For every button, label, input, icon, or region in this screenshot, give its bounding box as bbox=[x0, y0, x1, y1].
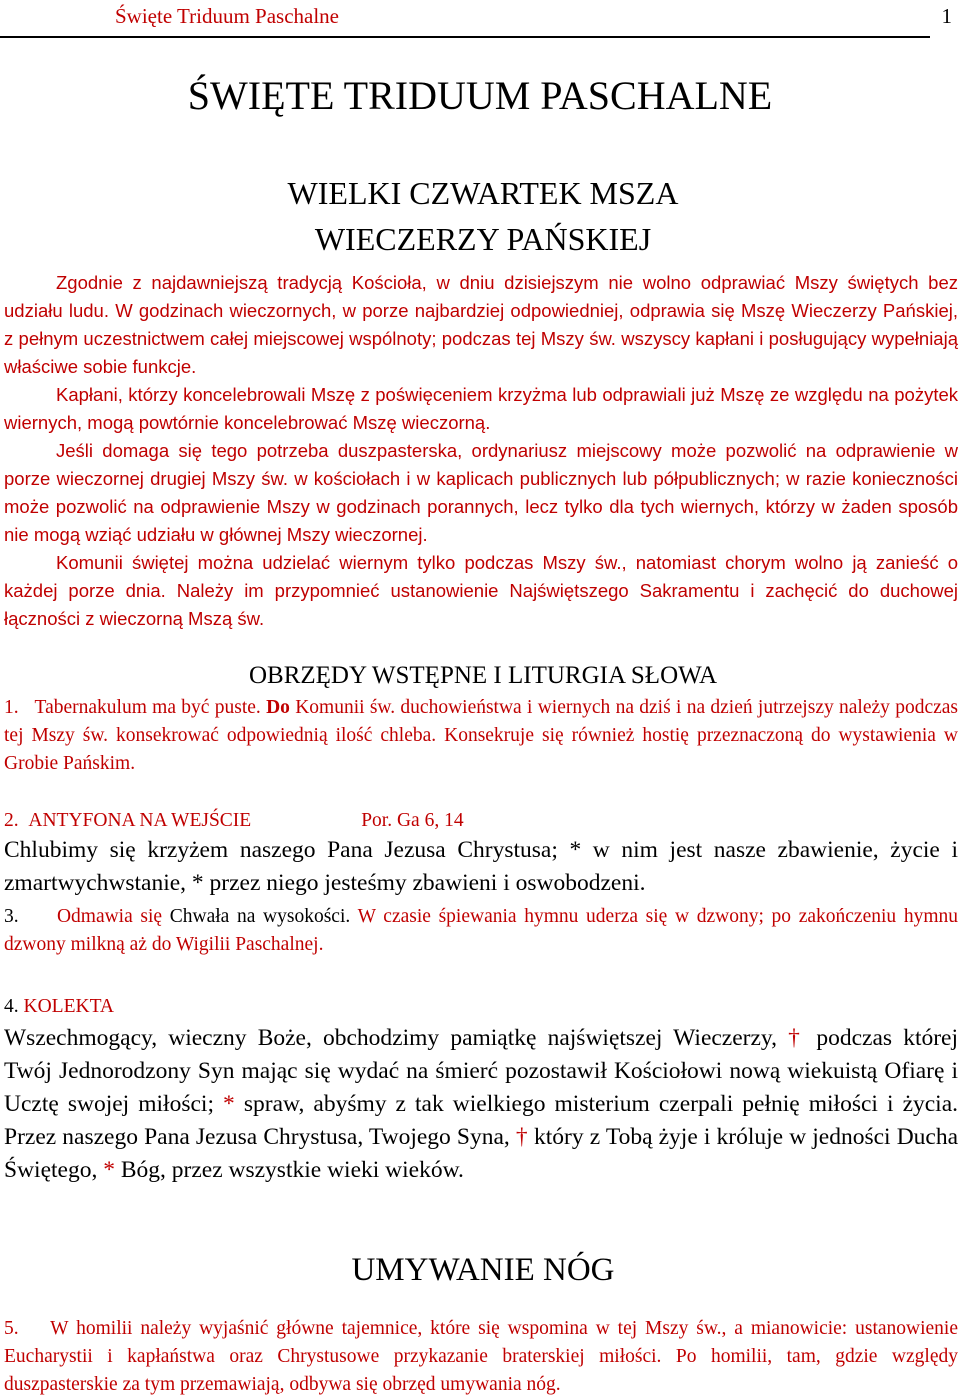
document-subtitle bbox=[0, 170, 960, 262]
item-5 bbox=[4, 1315, 958, 1399]
item-3-number: 3. bbox=[4, 906, 19, 927]
intro-paragraph-3: Jeśli domaga się tego potrzeba duszpasterska, ordynariusz miejscowy może pozwolić na odprawienie w porze wieczornej drugiej Mszy św. w kościołach i w kaplicach publicznych lub półpublicznych; w razie konieczności może pozwolić na odprawienie Mszy w godzinach porannych, lecz tylko dla tych wiernych, którzy w żaden sposób nie mogą wziąć udziału w głównej Mszy wieczornej. bbox=[4, 440, 958, 545]
intro-paragraph-2: Kapłani, którzy koncelebrowali Mszę z poświęceniem krzyżma lub odprawiali już Mszę ze względu na pożytek wiernych, mogą powtórnie koncelebrować Mszę wieczorną. bbox=[4, 384, 958, 433]
collect-text bbox=[4, 1022, 958, 1187]
intro-paragraph-1: Zgodnie z najdawniejszą tradycją Kościoła, w dniu dzisiejszym nie wolno odprawiać Mszy świętych bez udziału ludu. W godzinach wieczornych, w porze najbardziej odpowiedniej, odprawia się Mszę Wieczerzy Pańskiej, z pełnym uczestnictwem całej miejscowej wspólnoty; podczas tej Mszy św. wszyscy kapłani i posługujący wypełniają właściwe sobie funkcje. bbox=[4, 272, 958, 377]
page-header bbox=[0, 0, 960, 38]
item-1-text-a: Tabernakulum ma być puste. bbox=[34, 697, 261, 718]
item-3 bbox=[4, 903, 958, 959]
page-number: 1 bbox=[941, 4, 952, 28]
cross-mark-2: † bbox=[515, 1124, 528, 1150]
item-1-text-b: Do bbox=[266, 697, 290, 718]
item-3-text-a: Odmawia się bbox=[56, 906, 163, 927]
item-4-label: KOLEKTA bbox=[23, 996, 115, 1017]
subtitle-line-2: WIECZERZY PAŃSKIEJ bbox=[314, 221, 652, 257]
collect-part-3: spraw, abyśmy z tak wielkiego misterium czerpali pełnię miłości i życia. Przez naszego Pana Jezusa Chrystusa, Twojego Syna, bbox=[4, 1091, 959, 1150]
cross-mark-1: † bbox=[788, 1025, 806, 1051]
item-1-text-c: Komunii św. duchowieństwa i wiernych na dziś i na dzień jutrzejszy należy podczas tej Mszy św. konsekrować odpowiednią ilość chleba. Konsekruje się również hostię przeznaczoną do wystawienia w Grobie Pańskim. bbox=[4, 697, 959, 774]
asterisk-mark-1: * bbox=[223, 1091, 235, 1117]
subtitle-line-1: WIELKI CZWARTEK MSZA bbox=[287, 175, 679, 211]
section-heading-introductory-rites: OBRZĘDY WSTĘPNE I LITURGIA SŁOWA bbox=[248, 662, 718, 689]
item-5-text: W homilii należy wyjaśnić główne tajemnice, które się wspomina w tej Mszy św., a mianowicie: ustanowienie Eucharystii i kapłaństwa oraz Chrystusowe przykazanie braterskiej miłości. Po homilii, tam, gdzie względy duszpasterskie za tym przemawiają, odbywa się obrzęd umywania nóg. bbox=[4, 1318, 958, 1395]
item-5-number: 5. bbox=[4, 1318, 19, 1339]
running-title: Święte Triduum Paschalne bbox=[115, 4, 339, 28]
item-4-heading bbox=[4, 994, 114, 1020]
item-2-reference: Por. Ga 6, 14 bbox=[361, 810, 464, 831]
item-4-number: 4. bbox=[4, 996, 19, 1017]
item-3-text-c: W czasie śpiewania hymnu uderza się w dzwony; po zakończeniu hymnu dzwony milkną aż do Wigilii Paschalnej. bbox=[4, 906, 958, 955]
item-2-number: 2. bbox=[4, 810, 19, 831]
item-1-number: 1. bbox=[4, 697, 19, 718]
item-3-text-b: Chwała na wysokości. bbox=[169, 906, 351, 927]
header-rule bbox=[0, 36, 930, 38]
collect-part-2: podczas której Twój Jednorodzony Syn mając się wydać na śmierć pozostawił Kościołowi nową wiekuistą Ofiarę i Ucztę swojej miłości; bbox=[4, 1025, 959, 1117]
section-heading-washing-of-feet: UMYWANIE NÓG bbox=[351, 1252, 615, 1288]
collect-part-5: Bóg, przez wszystkie wieki wieków. bbox=[120, 1157, 464, 1183]
document-title: ŚWIĘTE TRIDUUM PASCHALNE bbox=[187, 73, 773, 118]
asterisk-mark-2: * bbox=[103, 1157, 115, 1183]
item-2-label: ANTYFONA NA WEJŚCIE bbox=[28, 810, 252, 831]
collect-part-4: który z Tobą żyje i króluje w jedności Ducha Świętego, bbox=[4, 1124, 959, 1183]
intro-paragraph-4: Komunii świętej można udzielać wiernym tylko podczas Mszy św., natomiast chorym wolno ją zanieść o każdej porze dnia. Należy im przypomnieć ustanowienie Najświętszego Sakramentu i zachęcić do duchowej łączności z wieczorną Mszą św. bbox=[4, 552, 958, 629]
entrance-antiphon-text: Chlubimy się krzyżem naszego Pana Jezusa Chrystusa; * w nim jest nasze zbawienie, życie i zmartwychwstanie, * przez niego jesteśmy zbawieni i oswobodzeni. bbox=[4, 837, 958, 896]
collect-part-1: Wszechmogący, wieczny Boże, obchodzimy pamiątkę najświętszej Wieczerzy, bbox=[4, 1025, 778, 1051]
intro-rubric bbox=[4, 269, 958, 633]
item-1 bbox=[4, 694, 958, 778]
item-2-heading bbox=[4, 808, 464, 834]
